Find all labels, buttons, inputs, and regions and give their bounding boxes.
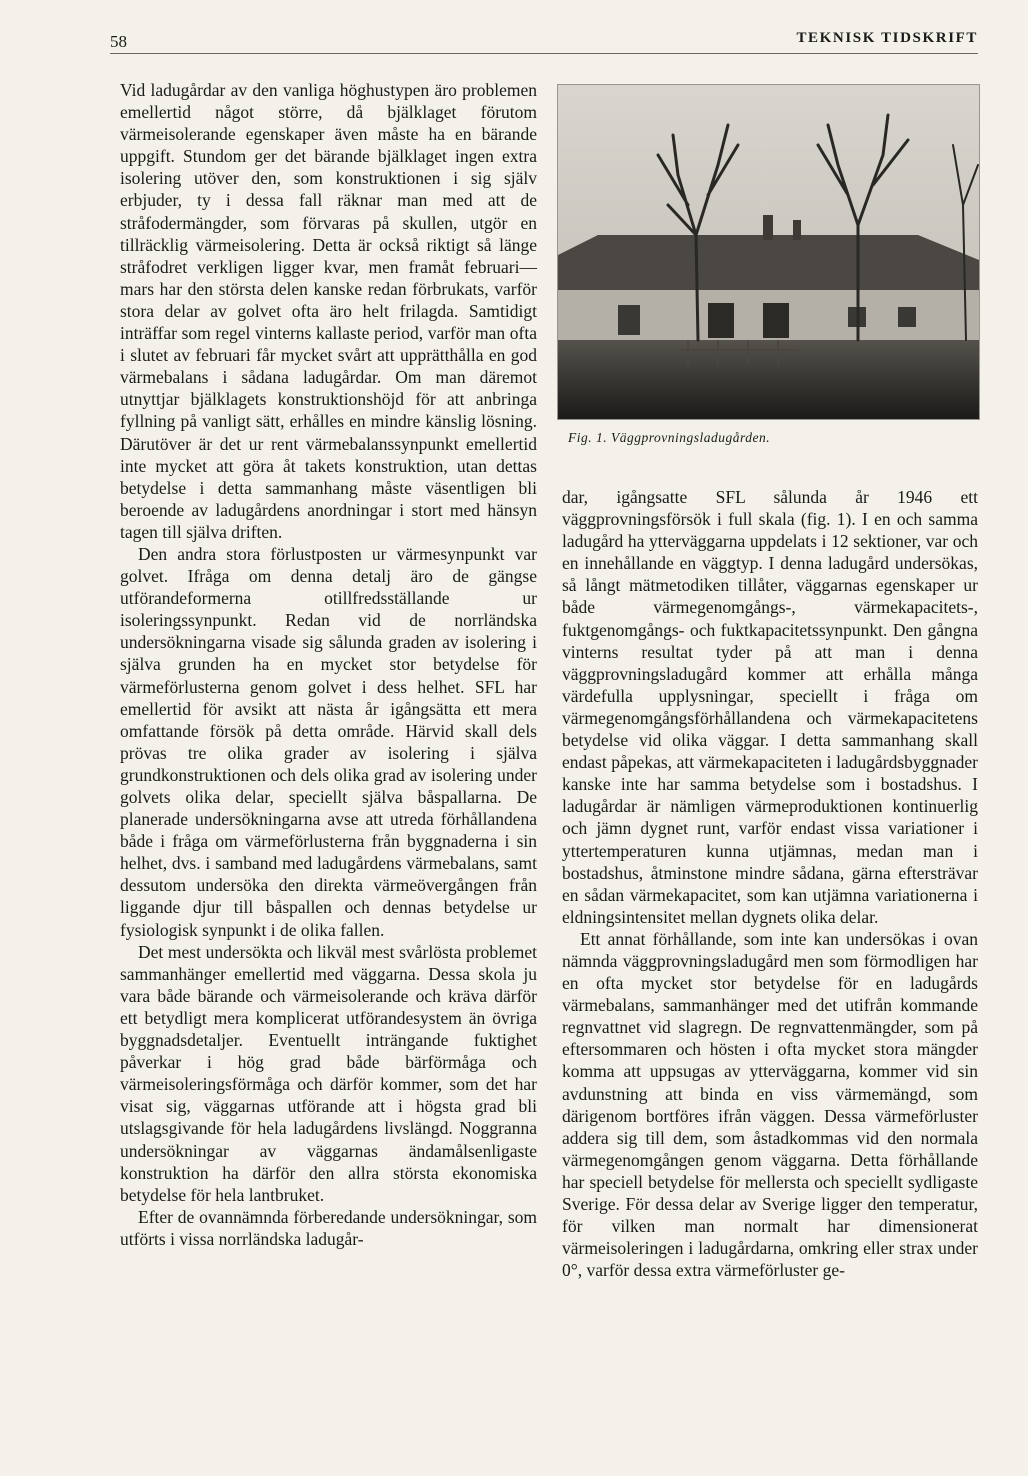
paragraph: Ett annat förhållande, som inte kan undersökas i ovan nämnda väggprovningsladugård men som förmodligen har en ofta mycket stor betydelse för en ladugårds värmebalans, sammanhänger med det utifrån kommande regnvattnet vid slagregn. De regnvattenmängder, som på eftersommaren och hösten i ofta mycket stora mängder komma att uppsugas av ytterväggarna, kommer vid sin avdunstning att binda en viss värmemängd, som därigenom bortföres ifrån väggen. Dessa värmeförluster addera sig till dem, som åstadkommas vid den normala värmegenomgången genom väggarna. Detta förhållande har speciell betydelse för mellersta och speciellt sydligaste Sverige. För dessa delar av Sverige ligger den temperatur, för vilken man normalt har dimensionerat värmeisoleringen i ladugårdarna, omkring eller strax under 0°, varför dessa extra värmeförluster ge- — [562, 928, 978, 1281]
journal-title: TEKNISK TIDSKRIFT — [796, 30, 978, 46]
paragraph: Den andra stora förlustposten ur värmesynpunkt var golvet. Ifråga om denna detalj äro de gängse utförandeformerna otillfredsställande ur isoleringssynpunkt. Redan vid de norrländska undersökningarna visade sig sålunda graden av isolering i själva grunden ha en mycket stor betydelse för värmeförlusterna genom golvet i dess helhet. SFL har emellertid för avsikt att nästa år igångsätta ett mera omfattande försök på detta område. Härvid skall dels prövas tre olika grader av isolering i själva grundkonstruktionen och dels olika grad av isolering under golvets olika delar, speciellt själva båspallarna. De planerade undersökningarna avse att utreda förhållandena både i fråga om värmeförlusterna från byggnaderna i sin helhet, dvs. i samband med ladugårdens värmebalans, samt dessutom undersöka den direkta värmeövergången från liggande djur till båspallen och dennas betydelse ur fysiologisk synpunkt i de olika fallen. — [120, 543, 537, 940]
header-rule — [110, 53, 978, 54]
paragraph: Vid ladugårdar av den vanliga höghustypen äro problemen emellertid något större, då bjälklaget förutom värmeisolerande egenskaper även måste ha en bärande uppgift. Stundom ger det bärande bjälklaget ingen extra isolering utöver den, som konstruktionen i sig själv erbjuder, ty i dessa fall räknar man med att de stråfodermängder, som förvaras på skullen, utgör en tillräcklig värmeisolering. Detta är också riktigt så länge stråfodret verkligen ligger kvar, men framåt februari—mars har den största delen kanske redan förbrukats, varför stora delar av golvet ofta äro helt frilagda. Samtidigt inträffar som regel vinterns kallaste period, varför man ofta i slutet av februari får mycket svårt att upprätthålla en god värmebalans i sådana ladugårdar. Om man däremot utnyttjar bjälklagets konstruktionshöjd för att anbringa fyllning på vanligt sätt, erhålles en mindre känslig lösning. Därutöver är det ur rent värmebalanssynpunkt emellertid inte mycket att göra åt takets konstruktion, utan dettas betydelse i detta sammanhang måste väsentligen bli beroende av ladugårdens anordningar i stort med hänsyn tagen till själva driften. — [120, 80, 537, 542]
paragraph: Efter de ovannämnda förberedande undersökningar, som utförts i vissa norrländska ladugår- — [120, 1206, 537, 1249]
right-column — [562, 486, 978, 1281]
page-number: 58 — [110, 32, 127, 51]
paragraph: Det mest undersökta och likväl mest svårlösta problemet sammanhänger emellertid med väggarna. Dessa skola ju vara både bärande och värmeisolerande och kräva därför ett betydligt mera komplicerat utförandesystem än övriga byggnadsdetaljer. Eventuellt inträngande fuktighet påverkar i hög grad både bärförmåga och värmeisoleringsförmåga och därför kommer, som det har visat sig, väggarnas utförande att i högsta grad bli utslagsgivande för hela ladugårdens livslängd. Noggranna undersökningar av väggarnas ändamålsenligaste konstruktion ha därför den allra största ekonomiska betydelse för hela lantbruket. — [120, 941, 537, 1205]
barn-photograph — [557, 84, 980, 420]
page-header — [110, 26, 978, 52]
figure-caption: Fig. 1. Väggprovningsladugården. — [568, 430, 771, 445]
left-column — [120, 79, 537, 1250]
paragraph: dar, igångsatte SFL sålunda år 1946 ett väggprovningsförsök i full skala (fig. 1). I en och samma ladugård ha ytterväggarna uppdelats i 12 sektioner, var och en innehållande en väggtyp. I denna ladugård undersökas, så långt mätmetodiken tillåter, väggarnas egenskaper ur både värmegenomgångs-, värmekapacitets-, fuktgenomgångs- och fuktkapacitetssynpunkt. Den gångna vinterns resultat tyder på att man i denna väggprovningsladugård kommer att erhålla många värdefulla upplysningar, speciellt i fråga om värmegenomgångsförhållandena och värmekapacitetens betydelse vid olika väggar. I detta sammanhang skall endast påpekas, att värmekapaciteten i ladugårdsbyggnader kanske inte har samma betydelse som i bostadshus. I ladugårdar är nämligen värmeproduktionen kontinuerlig och jämn dygnet runt, varför endast vissa variationer i yttertemperaturen kunna utjämnas, medan man i bostadshus, åtminstone mindre sådana, gärna eftersträvar en sådan värmekapacitet, som kan utjämna variationerna i eldningsintensitet mellan dygnets olika delar. — [562, 487, 978, 927]
